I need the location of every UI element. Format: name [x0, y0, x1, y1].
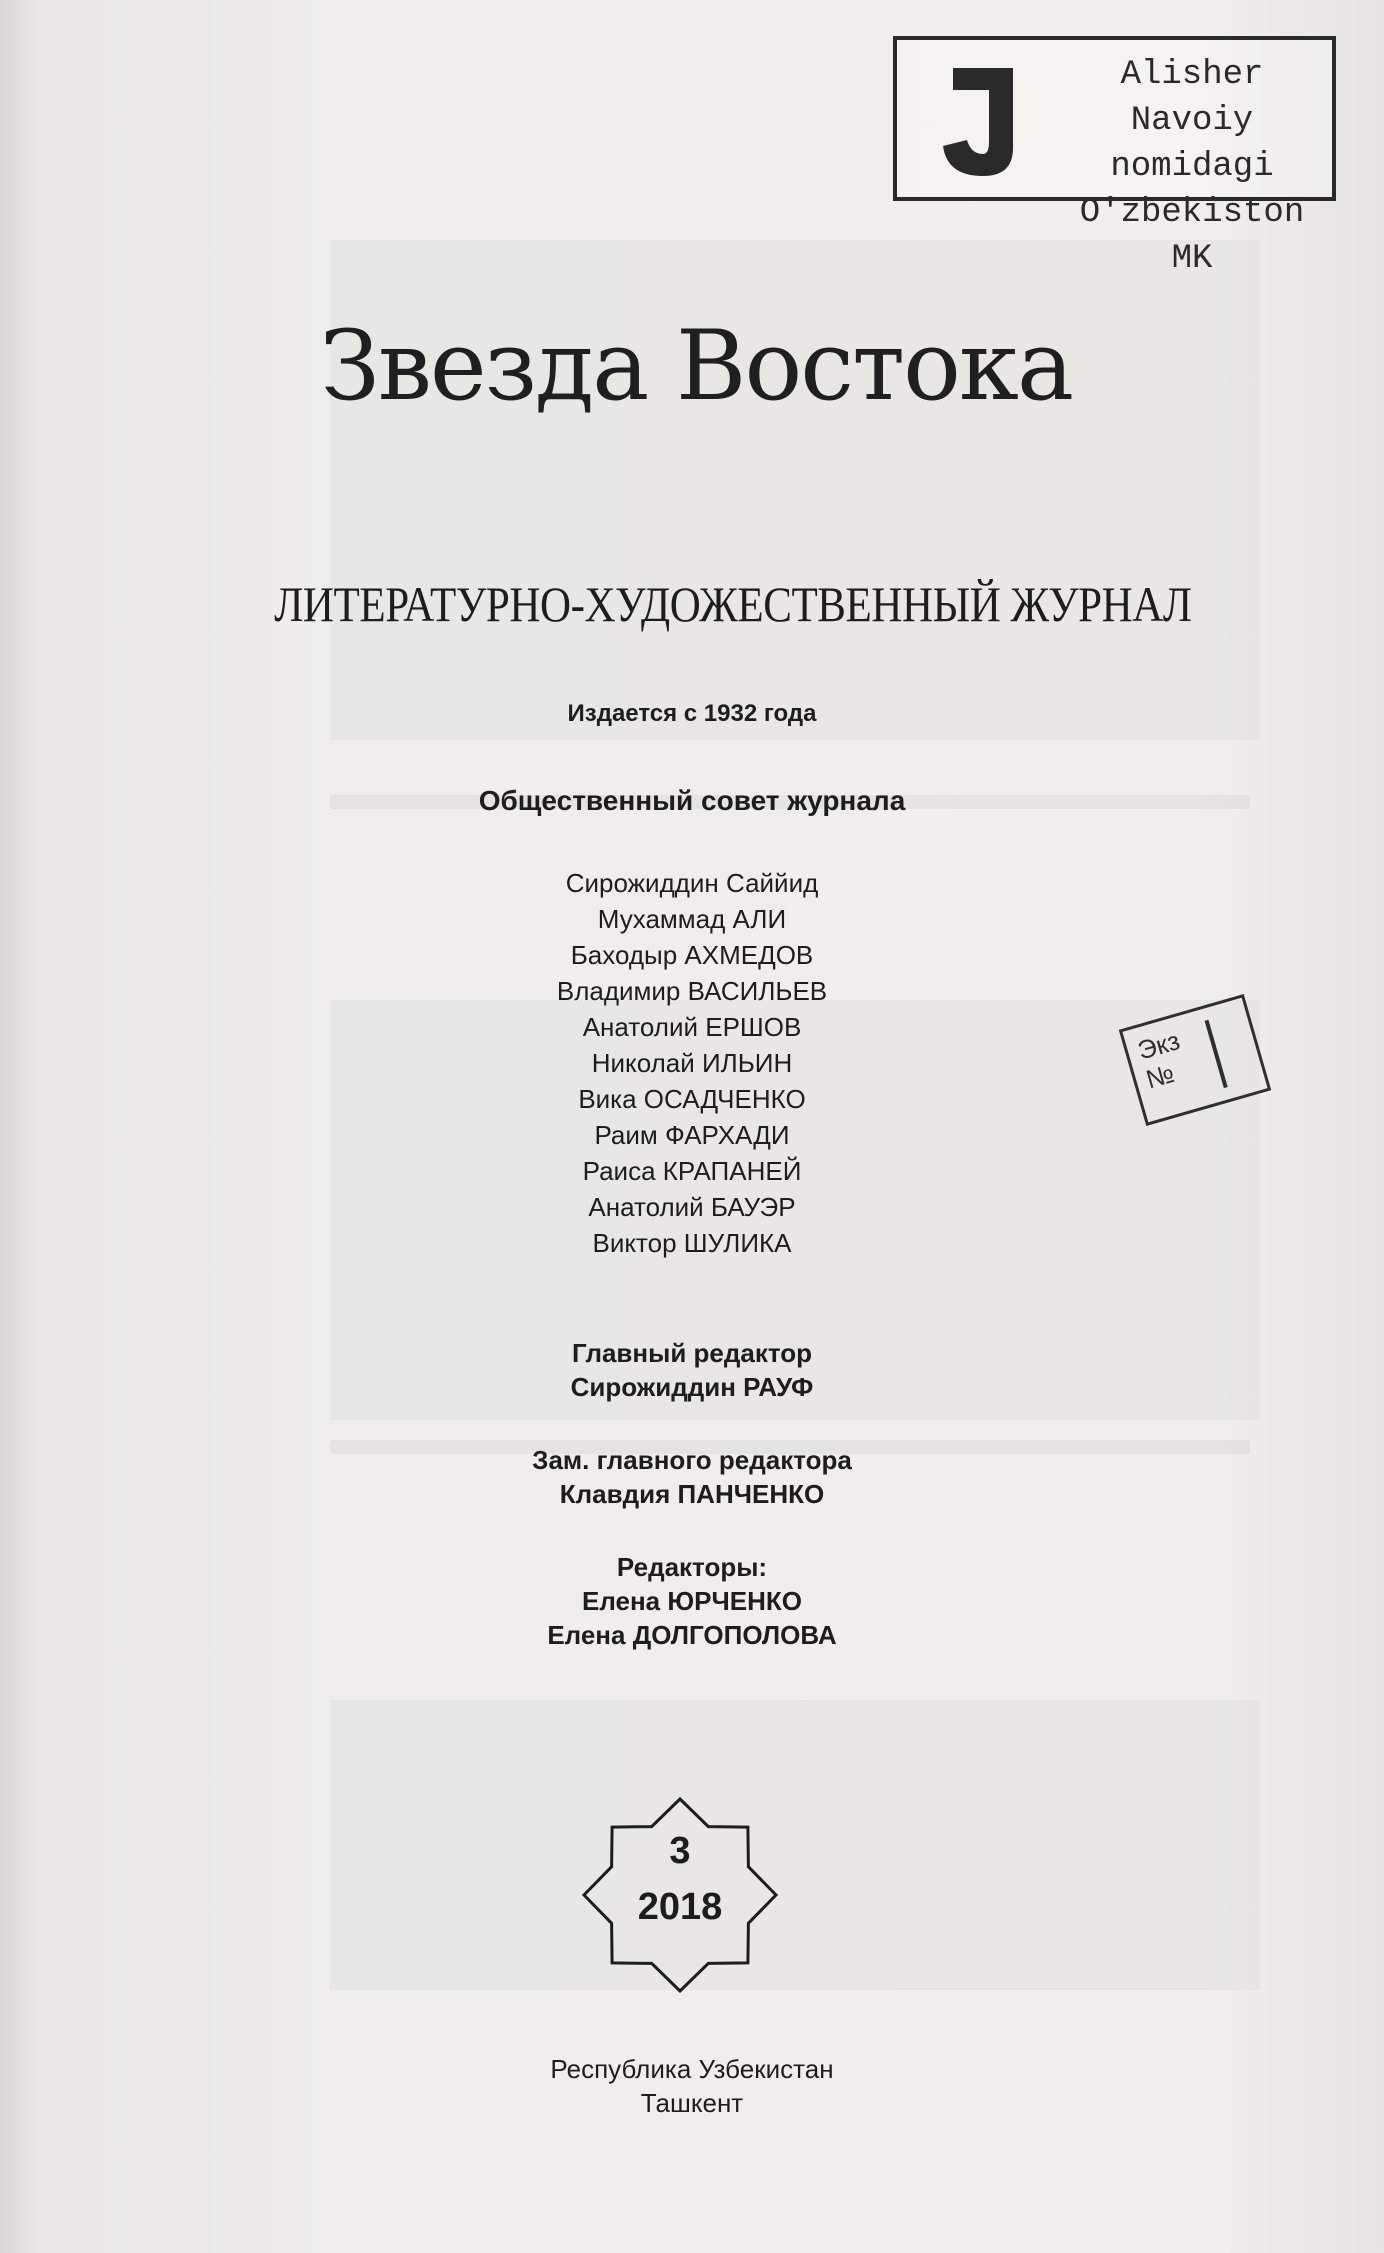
council-member: Владимир ВАСИЛЬЕВ	[556, 976, 828, 1006]
stamp-line: Alisher Navoiy	[1120, 56, 1264, 140]
stamp-bar	[1205, 1020, 1228, 1088]
council-member: Анатолий ЕРШОВ	[582, 1012, 802, 1042]
copy-stamp-line: №	[1142, 1057, 1178, 1095]
editor-name: Елена ЮРЧЕНКО	[582, 1586, 802, 1616]
stamp-line: nomidagi	[1110, 148, 1274, 186]
council-member: Анатолий БАУЭР	[588, 1192, 796, 1222]
chief-editor-name: Сирожиддин РАУФ	[570, 1372, 814, 1402]
council-member: Николай ИЛЬИН	[591, 1048, 793, 1078]
stamp-line: O'zbekiston MK	[1079, 194, 1305, 278]
deputy-editor-name: Клавдия ПАНЧЕНКО	[559, 1479, 825, 1509]
council-heading: Общественный совет журнала	[478, 785, 906, 816]
chief-editor-role: Главный редактор	[572, 1338, 812, 1368]
footer-city: Ташкент	[640, 2088, 744, 2118]
j-letter-icon	[933, 62, 1023, 182]
journal-title: Звезда Востока	[320, 310, 1073, 422]
show-through-band	[330, 1700, 1260, 1990]
council-member: Вика ОСАДЧЕНКО	[578, 1084, 806, 1114]
council-member: Сирожиддин Саййид	[565, 868, 819, 898]
footer-country: Республика Узбекистан	[550, 2054, 834, 2084]
publication-since: Издается с 1932 года	[567, 700, 817, 727]
deputy-editor-role: Зам. главного редактора	[532, 1445, 852, 1475]
copy-stamp-line: Экз	[1134, 1025, 1184, 1066]
council-member: Мухаммад АЛИ	[597, 904, 787, 934]
editor-name: Елена ДОЛГОПОЛОВА	[547, 1620, 837, 1650]
issue-number: 3	[669, 1830, 691, 1872]
council-member: Раим ФАРХАДИ	[594, 1120, 790, 1150]
library-stamp	[893, 36, 1336, 278]
council-member: Раиса КРАПАНЕЙ	[582, 1156, 802, 1186]
council-member: Виктор ШУЛИКА	[592, 1228, 792, 1258]
council-member: Баходыр АХМЕДОВ	[570, 940, 814, 970]
editors-role: Редакторы:	[616, 1552, 768, 1582]
issue-year: 2018	[637, 1886, 723, 1928]
journal-subtitle: ЛИТЕРАТУРНО-ХУДОЖЕСТВЕННЫЙ ЖУРНАЛ	[274, 576, 1192, 632]
stamp-text	[1057, 52, 1327, 282]
copy-stamp-text	[1134, 1025, 1191, 1094]
